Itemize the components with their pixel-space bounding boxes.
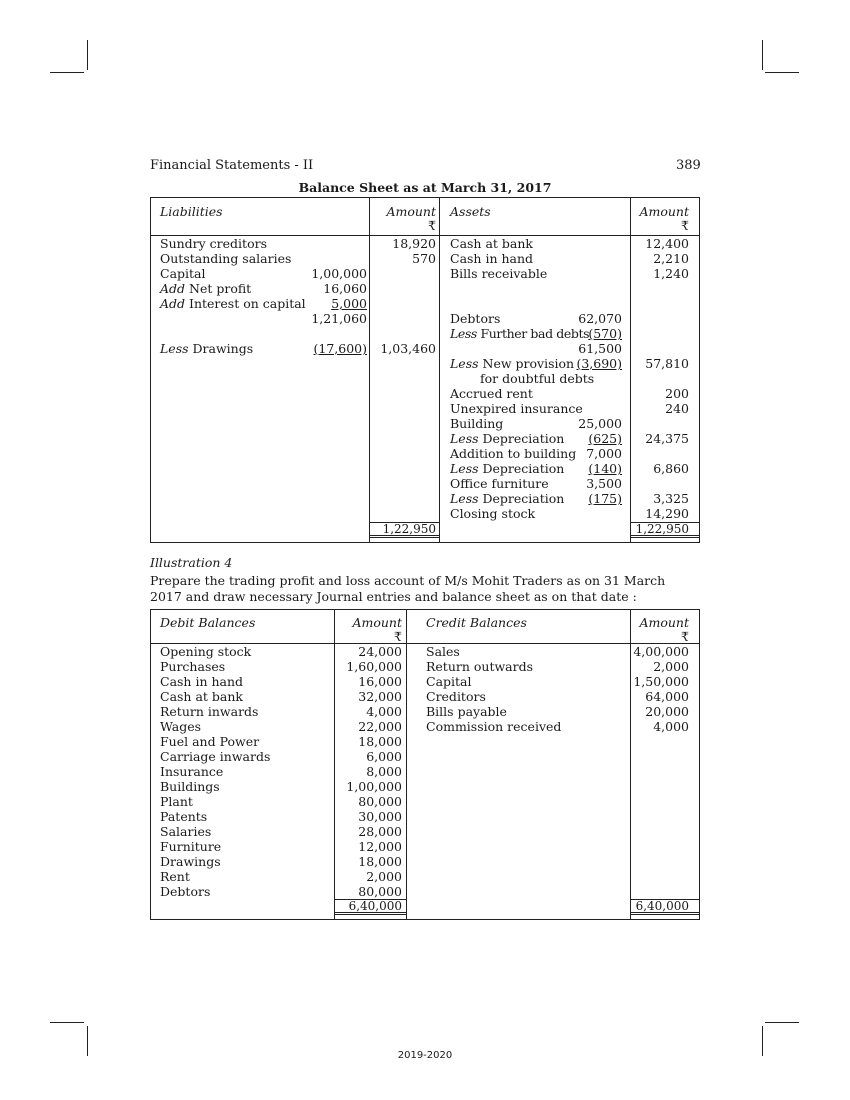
credit-total: 6,40,000 (635, 899, 689, 913)
debit-item-name: Rent (160, 869, 190, 884)
depreciation-label: Depreciation (478, 461, 565, 476)
liability-label (160, 341, 253, 356)
debit-item-name: Drawings (160, 854, 221, 869)
liability-subtotal: 1,21,060 (311, 311, 367, 326)
rupee-symbol: ₹ (681, 629, 689, 644)
depreciation-label: Depreciation (478, 431, 565, 446)
asset-label (450, 356, 574, 371)
asset-subamount: (3,690) (576, 356, 622, 371)
asset-subamount: (570) (588, 326, 622, 341)
less-word: Less (450, 431, 479, 446)
trial-balance-table (150, 609, 700, 920)
asset-label: Debtors (450, 311, 501, 326)
credit-item-amount: 64,000 (645, 689, 689, 704)
balance-sheet-title: Balance Sheet as at March 31, 2017 (298, 180, 552, 195)
debit-item-name: Cash in hand (160, 674, 244, 689)
debit-item-amount: 18,000 (358, 734, 402, 749)
asset-amount: 2,210 (653, 251, 689, 266)
credit-item-amount: 4,000 (653, 719, 689, 734)
interest-label: Interest on capital (185, 296, 306, 311)
debit-item-amount: 1,00,000 (346, 779, 402, 794)
asset-subamount: 3,500 (586, 476, 622, 491)
less-word: Less (160, 341, 189, 356)
asset-amount: 57,810 (645, 356, 689, 371)
crop-mark (765, 1022, 799, 1023)
debit-item-name: Debtors (160, 884, 211, 899)
debit-item-name: Salaries (160, 824, 212, 839)
debit-item-name: Cash at bank (160, 689, 243, 704)
debit-item-name: Furniture (160, 839, 222, 854)
debit-item-amount: 80,000 (358, 794, 402, 809)
asset-amount: 1,240 (653, 266, 689, 281)
credit-item-name: Creditors (426, 689, 486, 704)
col-amount: Amount (386, 204, 436, 219)
credit-item-amount: 1,50,000 (633, 674, 689, 689)
asset-amount: 24,375 (645, 431, 689, 446)
debit-item-amount: 4,000 (366, 704, 402, 719)
debit-item-amount: 22,000 (358, 719, 402, 734)
asset-label: Office furniture (450, 476, 549, 491)
running-header: Financial Statements - II (150, 158, 314, 173)
illustration-text: Prepare the trading profit and loss account of M/s Mohit Traders as on 31 March (150, 573, 666, 588)
liability-amount: 1,03,460 (380, 341, 436, 356)
drawings-label: Drawings (188, 341, 254, 356)
debit-item-name: Plant (160, 794, 193, 809)
credit-item-name: Commission received (426, 719, 562, 734)
debit-item-name: Wages (160, 719, 202, 734)
illustration-label: Illustration 4 (150, 555, 233, 570)
asset-subamount: 62,070 (578, 311, 622, 326)
credit-item-amount: 4,00,000 (633, 644, 689, 659)
debit-total: 6,40,000 (348, 899, 402, 913)
asset-amount: 3,325 (653, 491, 689, 506)
debit-item-amount: 1,60,000 (346, 659, 402, 674)
less-word: Less (450, 356, 479, 371)
footer-year: 2019-2020 (397, 1050, 453, 1061)
less-word: Less (450, 461, 479, 476)
debit-item-amount: 28,000 (358, 824, 402, 839)
crop-mark (50, 72, 84, 73)
credit-item-name: Bills payable (426, 704, 507, 719)
debit-item-name: Fuel and Power (160, 734, 260, 749)
crop-mark (50, 1022, 84, 1023)
asset-amount: 12,400 (645, 236, 689, 251)
asset-label: Addition to building (450, 446, 577, 461)
col-liabilities: Liabilities (160, 204, 223, 219)
liability-label: Outstanding salaries (160, 251, 292, 266)
liability-subamount: 5,000 (331, 296, 367, 311)
debit-item-amount: 12,000 (358, 839, 402, 854)
crop-mark (765, 72, 799, 73)
asset-label: Cash at bank (450, 236, 533, 251)
asset-label: Building (450, 416, 504, 431)
asset-label: Bills receivable (450, 266, 548, 281)
less-word: Less (450, 491, 479, 506)
col-amount: Amount (639, 204, 689, 219)
debit-item-name: Purchases (160, 659, 226, 674)
asset-amount: 14,290 (645, 506, 689, 521)
liability-label: Capital (160, 266, 206, 281)
asset-label (450, 461, 564, 476)
debit-item-amount: 24,000 (358, 644, 402, 659)
col-amount: Amount (352, 615, 402, 630)
liability-subamount: (17,600) (313, 341, 367, 356)
less-word: Less (450, 326, 477, 341)
debit-item-amount: 32,000 (358, 689, 402, 704)
rupee-symbol: ₹ (428, 218, 436, 233)
col-credit: Credit Balances (426, 615, 527, 630)
col-assets: Assets (450, 204, 491, 219)
liability-label (160, 281, 251, 296)
asset-label (450, 431, 564, 446)
balance-sheet-table (150, 197, 700, 543)
col-amount: Amount (639, 615, 689, 630)
credit-item-name: Capital (426, 674, 472, 689)
liability-amount: 570 (412, 251, 436, 266)
asset-amount: 200 (665, 386, 689, 401)
debit-item-amount: 16,000 (358, 674, 402, 689)
add-word: Add (160, 281, 186, 296)
asset-amount: 6,860 (653, 461, 689, 476)
debit-item-amount: 80,000 (358, 884, 402, 899)
depreciation-label: Depreciation (478, 491, 565, 506)
debit-item-amount: 6,000 (366, 749, 402, 764)
debit-item-name: Carriage inwards (160, 749, 271, 764)
col-debit: Debit Balances (160, 615, 256, 630)
page-number: 389 (676, 158, 701, 173)
liability-label: Sundry creditors (160, 236, 267, 251)
bad-debts-label: Further bad debts (476, 326, 590, 341)
credit-item-name: Sales (426, 644, 460, 659)
credit-item-amount: 20,000 (645, 704, 689, 719)
asset-subamount: 7,000 (586, 446, 622, 461)
rupee-symbol: ₹ (681, 218, 689, 233)
asset-label (450, 491, 564, 506)
asset-subamount: (140) (588, 461, 622, 476)
rupee-symbol: ₹ (394, 629, 402, 644)
asset-subamount: 25,000 (578, 416, 622, 431)
debit-item-name: Insurance (160, 764, 224, 779)
debit-item-name: Buildings (160, 779, 220, 794)
asset-subtotal: 61,500 (578, 341, 622, 356)
debit-item-amount: 8,000 (366, 764, 402, 779)
asset-subamount: (625) (588, 431, 622, 446)
credit-item-name: Return outwards (426, 659, 534, 674)
crop-mark (762, 40, 763, 70)
debit-item-name: Patents (160, 809, 208, 824)
crop-mark (87, 40, 88, 70)
provision-label: New provision (478, 356, 575, 371)
liability-label (160, 296, 306, 311)
asset-subamount: (175) (588, 491, 622, 506)
liability-subamount: 16,060 (323, 281, 367, 296)
asset-label: Cash in hand (450, 251, 534, 266)
asset-amount: 240 (665, 401, 689, 416)
debit-item-name: Return inwards (160, 704, 259, 719)
net-profit-label: Net profit (185, 281, 252, 296)
asset-label: Unexpired insurance (450, 401, 583, 416)
debit-item-name: Opening stock (160, 644, 252, 659)
asset-label: for doubtful debts (480, 371, 595, 386)
debit-item-amount: 2,000 (366, 869, 402, 884)
liability-amount: 18,920 (392, 236, 436, 251)
credit-item-amount: 2,000 (653, 659, 689, 674)
asset-label (450, 326, 589, 341)
illustration-text: 2017 and draw necessary Journal entries and balance sheet as on that date : (150, 589, 637, 604)
assets-total: 1,22,950 (635, 522, 689, 536)
liabilities-total: 1,22,950 (382, 522, 436, 536)
asset-label: Closing stock (450, 506, 536, 521)
debit-item-amount: 18,000 (358, 854, 402, 869)
add-word: Add (160, 296, 186, 311)
liability-subamount: 1,00,000 (311, 266, 367, 281)
debit-item-amount: 30,000 (358, 809, 402, 824)
asset-label: Accrued rent (450, 386, 533, 401)
